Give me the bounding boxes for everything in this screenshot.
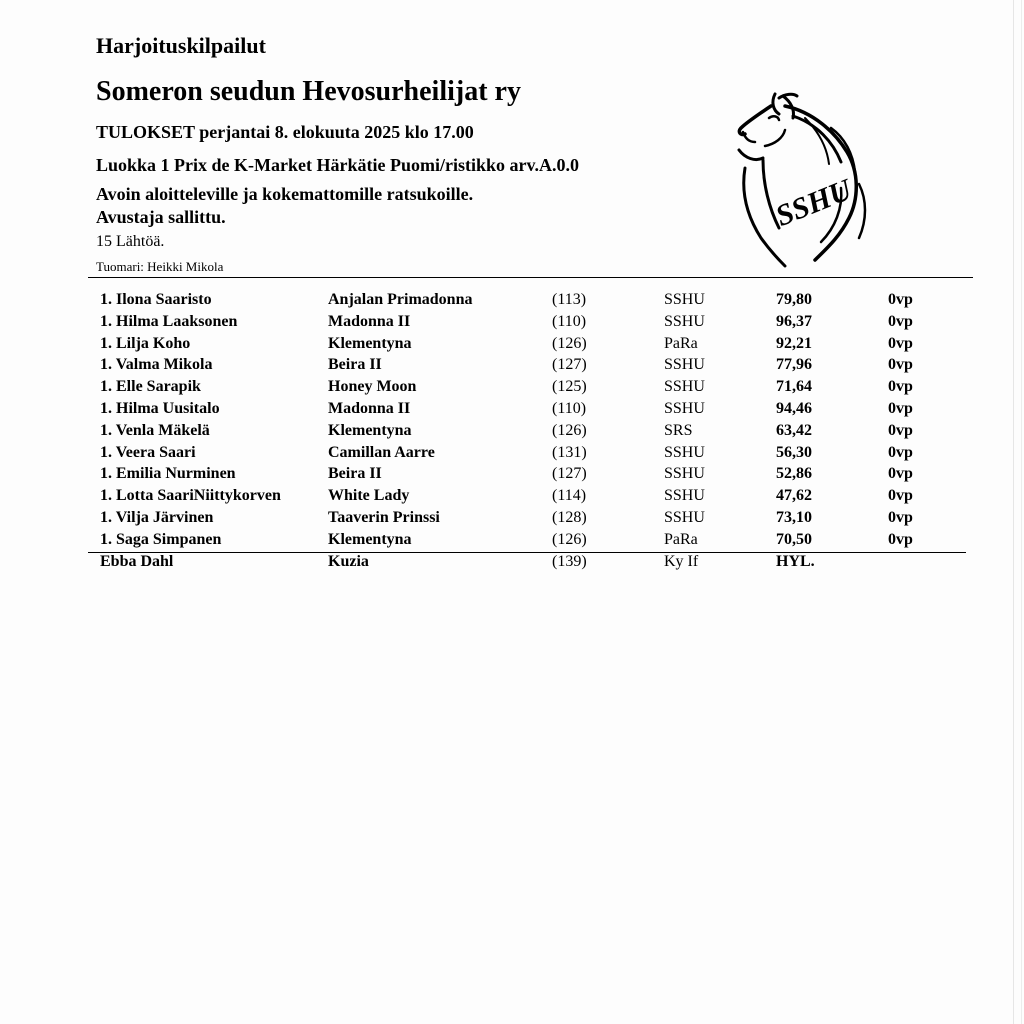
horse-number: (126)	[552, 334, 587, 352]
score: 56,30	[776, 443, 812, 461]
rider-name: 1. Ilona Saaristo	[100, 291, 212, 308]
results-table	[100, 289, 913, 572]
disqualified-row	[100, 551, 913, 573]
table-row	[100, 398, 913, 420]
table-row	[100, 485, 913, 507]
club-name: SSHU	[664, 399, 705, 417]
penalties: 0vp	[888, 399, 913, 417]
horse-name: Madonna II	[328, 399, 411, 417]
horse-name: Taaverin Prinssi	[328, 508, 440, 526]
penalties: 0vp	[888, 487, 913, 505]
table-row	[100, 354, 913, 376]
horse-number: (113)	[552, 291, 587, 308]
rider-name: 1. Elle Sarapik	[100, 378, 201, 396]
rider-name: 1. Lilja Koho	[100, 334, 191, 352]
score: 79,80	[776, 291, 812, 308]
horse-name: Anjalan Primadonna	[328, 291, 473, 308]
penalties: 0vp	[888, 378, 913, 396]
horse-name: White Lady	[328, 487, 410, 505]
rider-name: 1. Venla Mäkelä	[100, 421, 210, 439]
starts-count: 15 Lähtöä.	[96, 233, 165, 250]
horse-name: Klementyna	[328, 530, 412, 548]
assistant-note: Avustaja sallittu.	[96, 207, 226, 227]
club-name: PaRa	[664, 334, 698, 352]
score: 77,96	[776, 356, 812, 374]
horse-number: (110)	[552, 399, 587, 417]
club-name: Ky If	[664, 552, 699, 570]
horse-head-logo	[735, 88, 875, 268]
horse-number: (125)	[552, 378, 587, 396]
score: 47,62	[776, 487, 812, 505]
score: 63,42	[776, 421, 812, 439]
horse-number: (128)	[552, 508, 587, 526]
club-name: SSHU	[664, 356, 705, 374]
horse-number: (139)	[552, 552, 587, 570]
table-row	[100, 376, 913, 398]
class-title: Luokka 1 Prix de K-Market Härkätie Puomi/ristikko arv.A.0.0	[96, 155, 579, 175]
club-name: SSHU	[664, 443, 705, 461]
rider-name: 1. Valma Mikola	[100, 356, 213, 374]
score: HYL.	[776, 552, 815, 570]
rider-name: 1. Veera Saari	[100, 443, 196, 461]
page-edge	[1013, 0, 1014, 1024]
horse-number: (126)	[552, 421, 587, 439]
organization-title: Someron seudun Hevosurheilijat ry	[96, 76, 521, 107]
score: 94,46	[776, 399, 812, 417]
table-row	[100, 333, 913, 355]
horse-number: (110)	[552, 312, 587, 330]
club-name: SSHU	[664, 487, 705, 505]
rider-name: 1. Hilma Laaksonen	[100, 312, 238, 330]
club-name: SSHU	[664, 291, 705, 308]
penalties	[888, 551, 913, 573]
penalties: 0vp	[888, 421, 913, 439]
horse-number: (127)	[552, 465, 587, 483]
page-kicker: Harjoituskilpailut	[96, 33, 266, 58]
header-divider	[88, 277, 973, 278]
results-divider	[88, 552, 966, 553]
rider-name: Ebba Dahl	[100, 552, 174, 570]
rider-name: 1. Vilja Järvinen	[100, 508, 214, 526]
club-name: SSHU	[664, 465, 705, 483]
judge-name: Tuomari: Heikki Mikola	[96, 259, 224, 274]
score: 92,21	[776, 334, 812, 352]
horse-name: Beira II	[328, 465, 382, 483]
score: 52,86	[776, 465, 812, 483]
rider-name: 1. Saga Simpanen	[100, 530, 222, 548]
rider-name: 1. Lotta SaariNiittykorven	[100, 487, 281, 505]
logo-text: SSHU	[771, 173, 857, 234]
penalties: 0vp	[888, 291, 913, 308]
club-name: SSHU	[664, 378, 705, 396]
rider-name: 1. Emilia Nurminen	[100, 465, 236, 483]
page-edge	[1021, 0, 1022, 1024]
score: 71,64	[776, 378, 812, 396]
horse-name: Honey Moon	[328, 378, 417, 396]
table-row	[100, 507, 913, 529]
horse-name: Beira II	[328, 356, 382, 374]
horse-number: (131)	[552, 443, 587, 461]
horse-name: Camillan Aarre	[328, 443, 435, 461]
horse-name: Klementyna	[328, 334, 412, 352]
table-row	[100, 529, 913, 551]
penalties: 0vp	[888, 465, 913, 483]
club-name: PaRa	[664, 530, 698, 548]
penalties: 0vp	[888, 443, 913, 461]
penalties: 0vp	[888, 312, 913, 330]
penalties: 0vp	[888, 508, 913, 526]
penalties: 0vp	[888, 334, 913, 352]
horse-name: Madonna II	[328, 312, 411, 330]
horse-name: Klementyna	[328, 421, 412, 439]
score: 70,50	[776, 530, 812, 548]
table-row	[100, 442, 913, 464]
table-row	[100, 420, 913, 442]
club-name: SSHU	[664, 312, 705, 330]
class-description: Avoin aloitteleville ja kokemattomille ratsukoille.	[96, 184, 474, 204]
penalties: 0vp	[888, 356, 913, 374]
rider-name: 1. Hilma Uusitalo	[100, 399, 220, 417]
results-date-line: TULOKSET perjantai 8. elokuuta 2025 klo 17.00	[96, 122, 474, 142]
horse-number: (126)	[552, 530, 587, 548]
club-name: SSHU	[664, 508, 705, 526]
table-row	[100, 311, 913, 333]
score: 73,10	[776, 508, 812, 526]
penalties: 0vp	[888, 530, 913, 548]
horse-number: (127)	[552, 356, 587, 374]
table-row	[100, 463, 913, 485]
horse-number: (114)	[552, 487, 587, 505]
horse-name: Kuzia	[328, 552, 369, 570]
table-row	[100, 289, 913, 311]
score: 96,37	[776, 312, 812, 330]
club-name: SRS	[664, 421, 693, 439]
